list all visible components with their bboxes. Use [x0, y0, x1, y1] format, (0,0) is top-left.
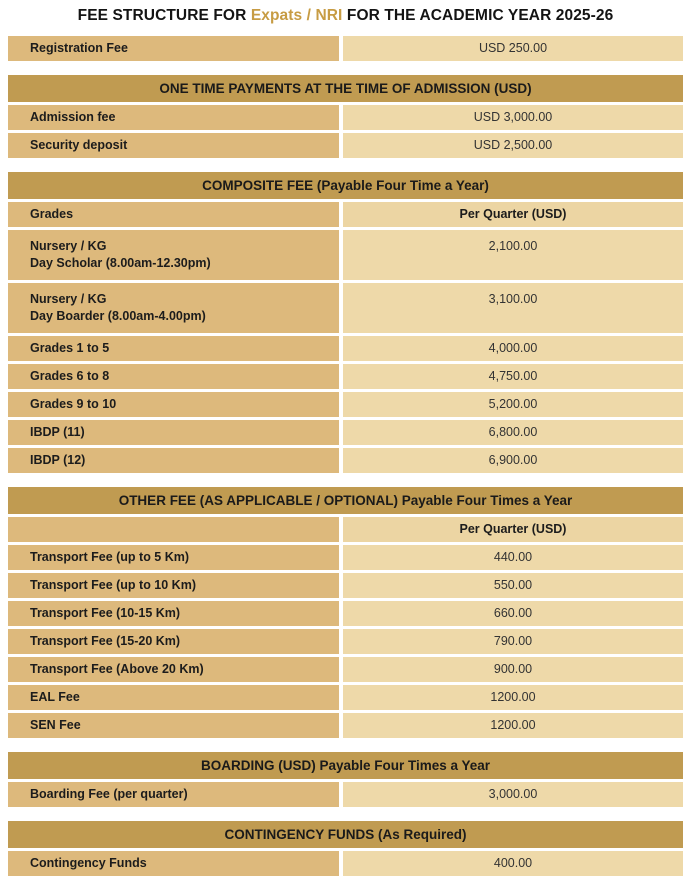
section-header: BOARDING (USD) Payable Four Times a Year: [8, 752, 683, 779]
column-header-grades: Grades: [8, 202, 339, 227]
fee-row-ibdp-12: [8, 448, 683, 473]
fee-label: Admission fee: [8, 105, 339, 130]
fee-label: Contingency Funds: [8, 851, 339, 876]
fee-label: Grades 9 to 10: [8, 392, 339, 417]
title-suffix: FOR THE ACADEMIC YEAR 2025-26: [346, 7, 614, 24]
fee-value: 2,100.00: [343, 230, 683, 280]
fee-label-line1: Nursery / KG: [30, 292, 107, 306]
fee-label-line2: Day Scholar (8.00am-12.30pm): [30, 256, 211, 270]
fee-value: USD 3,000.00: [343, 105, 683, 130]
page-title: [8, 0, 683, 36]
fee-value: 3,100.00: [343, 283, 683, 333]
section-registration: [8, 36, 683, 61]
fee-label: Transport Fee (15-20 Km): [8, 629, 339, 654]
fee-value: 6,900.00: [343, 448, 683, 473]
fee-row-grades-9-10: [8, 392, 683, 417]
fee-row-transport-above-20km: [8, 657, 683, 682]
column-header-per-quarter: Per Quarter (USD): [343, 202, 683, 227]
fee-row-security-deposit: [8, 133, 683, 158]
fee-label: EAL Fee: [8, 685, 339, 710]
fee-value: 4,000.00: [343, 336, 683, 361]
fee-value: USD 250.00: [343, 36, 683, 61]
fee-value: 400.00: [343, 851, 683, 876]
section-header: CONTINGENCY FUNDS (As Required): [8, 821, 683, 848]
column-header-empty: [8, 517, 339, 542]
fee-label: Registration Fee: [8, 36, 339, 61]
column-header-row: [8, 517, 683, 542]
fee-row-admission: [8, 105, 683, 130]
fee-row-transport-15-20km: [8, 629, 683, 654]
fee-value: 660.00: [343, 601, 683, 626]
title-highlight: Expats / NRI: [250, 7, 343, 24]
fee-value: 3,000.00: [343, 782, 683, 807]
fee-row-transport-10-15km: [8, 601, 683, 626]
section-boarding: [8, 752, 683, 807]
fee-label-line2: Day Boarder (8.00am-4.00pm): [30, 309, 206, 323]
fee-value: 1200.00: [343, 685, 683, 710]
fee-label: SEN Fee: [8, 713, 339, 738]
fee-row-grades-6-8: [8, 364, 683, 389]
fee-row-ibdp-11: [8, 420, 683, 445]
fee-value: 790.00: [343, 629, 683, 654]
fee-row-sen-fee: [8, 713, 683, 738]
fee-value: 900.00: [343, 657, 683, 682]
section-composite-fee: [8, 172, 683, 473]
fee-row-eal-fee: [8, 685, 683, 710]
fee-value: 5,200.00: [343, 392, 683, 417]
section-one-time-payments: [8, 75, 683, 158]
fee-value: 550.00: [343, 573, 683, 598]
fee-value: 6,800.00: [343, 420, 683, 445]
fee-value: USD 2,500.00: [343, 133, 683, 158]
fee-label: IBDP (12): [8, 448, 339, 473]
fee-label: Transport Fee (Above 20 Km): [8, 657, 339, 682]
title-prefix: FEE STRUCTURE FOR: [77, 7, 247, 24]
fee-label: [8, 230, 339, 280]
fee-row-boarding: [8, 782, 683, 807]
fee-label: Grades 1 to 5: [8, 336, 339, 361]
section-other-fee: [8, 487, 683, 738]
fee-value: 440.00: [343, 545, 683, 570]
fee-label: Grades 6 to 8: [8, 364, 339, 389]
section-header: ONE TIME PAYMENTS AT THE TIME OF ADMISSION (USD): [8, 75, 683, 102]
fee-label: Boarding Fee (per quarter): [8, 782, 339, 807]
section-header: COMPOSITE FEE (Payable Four Time a Year): [8, 172, 683, 199]
fee-row-nursery-day-boarder: [8, 283, 683, 333]
fee-row-grades-1-5: [8, 336, 683, 361]
fee-row-registration: [8, 36, 683, 61]
section-contingency: [8, 821, 683, 876]
fee-row-transport-5km: [8, 545, 683, 570]
fee-label: Transport Fee (up to 10 Km): [8, 573, 339, 598]
fee-value: 1200.00: [343, 713, 683, 738]
column-header-row: [8, 202, 683, 227]
fee-label: [8, 283, 339, 333]
column-header-per-quarter: Per Quarter (USD): [343, 517, 683, 542]
section-header: OTHER FEE (AS APPLICABLE / OPTIONAL) Payable Four Times a Year: [8, 487, 683, 514]
fee-label-line1: Nursery / KG: [30, 239, 107, 253]
fee-value: 4,750.00: [343, 364, 683, 389]
fee-label: Security deposit: [8, 133, 339, 158]
fee-label: Transport Fee (10-15 Km): [8, 601, 339, 626]
fee-label: Transport Fee (up to 5 Km): [8, 545, 339, 570]
fee-row-nursery-day-scholar: [8, 230, 683, 280]
fee-label: IBDP (11): [8, 420, 339, 445]
fee-row-transport-10km: [8, 573, 683, 598]
fee-row-contingency: [8, 851, 683, 876]
